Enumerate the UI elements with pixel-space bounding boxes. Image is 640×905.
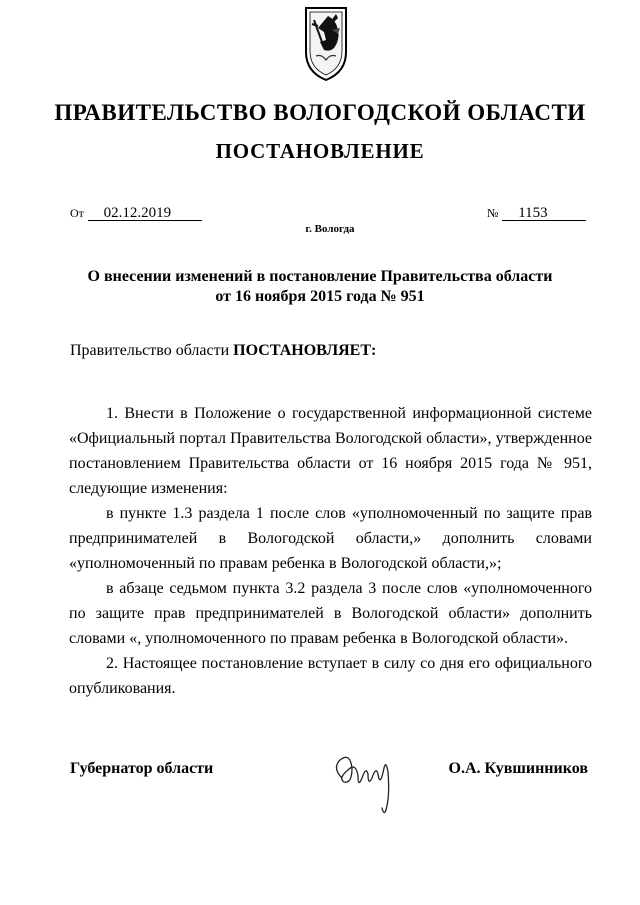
document-subject: [0, 267, 640, 307]
signer-name: О.А. Кувшинников: [448, 760, 588, 777]
preamble-verb: ПОСТАНОВЛЯЕТ:: [233, 342, 377, 359]
government-title: ПРАВИТЕЛЬСТВО ВОЛОГОДСКОЙ ОБЛАСТИ: [54, 100, 586, 125]
date-value: 02.12.2019: [88, 206, 202, 221]
document-number: [487, 205, 586, 222]
number-prefix: №: [487, 206, 499, 220]
paragraph-1: 1. Внести в Положение о государственной информационной системе «Официальный портал Правительства Вологодской области», утвержденное постановлением Правительства области от 16 ноября 2015 года № 951, следующие изменения:: [69, 405, 592, 497]
subject-line-1: О внесении изменений в постановление Правительства области: [87, 268, 553, 285]
document-body: [69, 401, 592, 701]
document-date: [70, 205, 202, 222]
preamble-prefix: Правительство области: [70, 342, 234, 359]
preamble: [70, 342, 376, 360]
subject-line-2: от 16 ноября 2015 года № 951: [215, 288, 425, 305]
signature-icon: [328, 738, 404, 818]
document-place: г. Вологда: [305, 223, 355, 235]
paragraph-4: 2. Настоящее постановление вступает в силу со дня его официального опубликования.: [69, 655, 592, 697]
paragraph-2: в пункте 1.3 раздела 1 после слов «уполномоченный по защите прав предпринимателей в Вологодской области,» дополнить словами «уполномоченный по правам ребенка в Вологодской области,»;: [69, 505, 592, 572]
coat-of-arms-icon: [302, 2, 350, 82]
date-prefix: От: [70, 206, 84, 220]
paragraph-3: в абзаце седьмом пункта 3.2 раздела 3 после слов «уполномоченного по защите прав предпринимателей в Вологодской области» дополнить словами «, уполномоченного по правам ребенка в Вологодской области».: [69, 580, 592, 647]
number-value: 1153: [502, 206, 586, 221]
signer-position: Губернатор области: [70, 760, 214, 777]
document-type: ПОСТАНОВЛЕНИЕ: [215, 139, 425, 163]
